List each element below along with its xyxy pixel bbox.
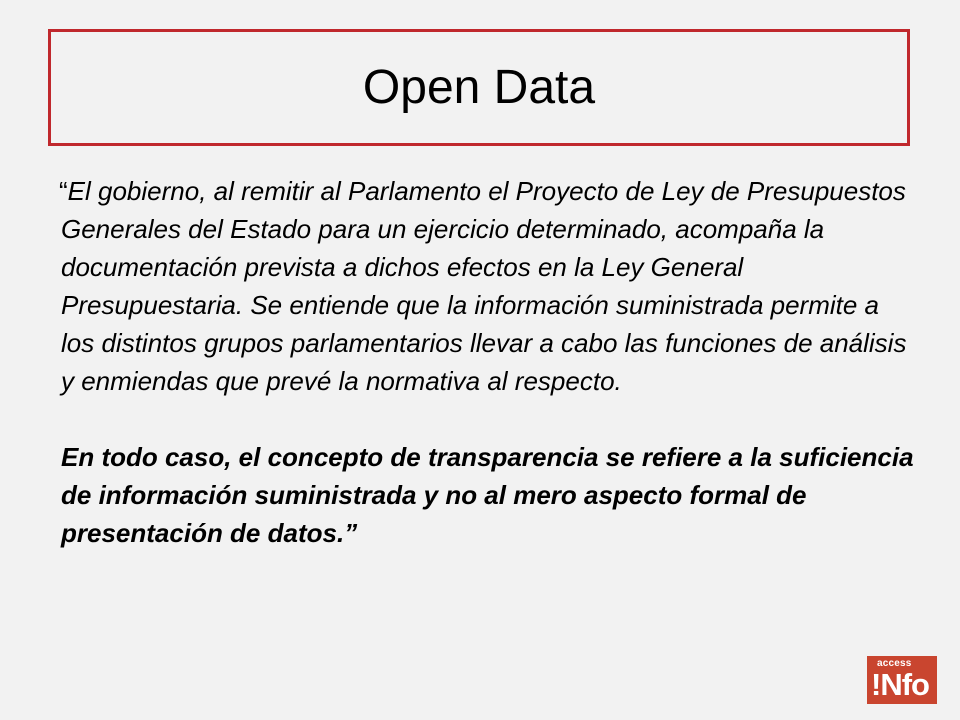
quote-paragraph-1: [61, 172, 916, 400]
open-quote-mark: “: [59, 176, 68, 206]
logo-big-text: !Nfo: [871, 667, 929, 702]
quote-paragraph-2: [61, 438, 916, 552]
paragraph-2-text: En todo caso, el concepto de transparencia se refiere a la suficiencia de información suministrada y no al mero aspecto formal de presentación de datos.: [61, 442, 914, 548]
paragraph-1-text: El gobierno, al remitir al Parlamento el Proyecto de Ley de Presupuestos Generales del Estado para un ejercicio determinado, acompaña la documentación prevista a dichos efectos en la Ley General Presupuestaria. Se entiende que la información suministrada permite a los distintos grupos parlamentarios llevar a cabo las funciones de análisis y enmiendas que prevé la normativa al respecto.: [61, 176, 907, 396]
access-info-logo: [867, 656, 937, 704]
close-quote-mark: ”: [344, 518, 358, 548]
slide-body: [61, 172, 916, 552]
slide-title: Open Data: [362, 60, 596, 114]
logo-small-text: access: [877, 658, 912, 669]
title-box: [48, 29, 910, 146]
